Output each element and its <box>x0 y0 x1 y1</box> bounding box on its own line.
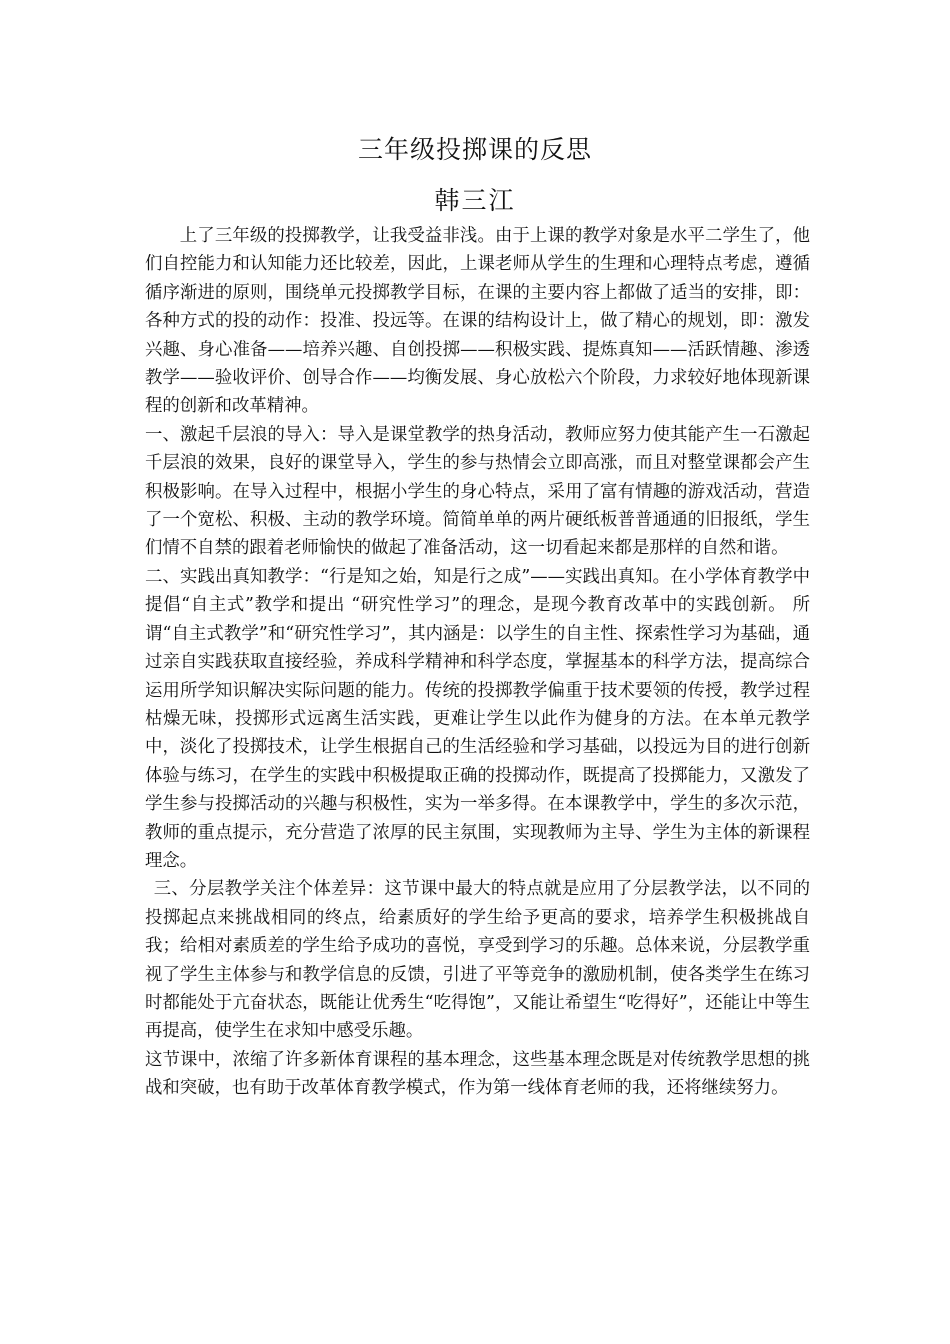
paragraph-section-1: 一、激起千层浪的导入：导入是课堂教学的热身活动，教师应努力使其能产生一石激起千层浪的效果，良好的课堂导入，学生的参与热情会立即高涨，而且对整堂课都会产生积极影响。在导入过程中，根据小学生的身心特点，采用了富有情趣的游戏活动，营造了一个宽松、积极、主动的教学环境。简简单单的两片硬纸板普普通通的旧报纸，学生们情不自禁的跟着老师愉快的做起了准备活动，这一切看起来都是那样的自然和谐。 <box>145 424 810 559</box>
paragraph-section-3: 三、分层教学关注个体差异：这节课中最大的特点就是应用了分层教学法，以不同的投掷起点来挑战相同的终点，给素质好的学生给予更高的要求，培养学生积极挑战自我；给相对素质差的学生给予成功的喜悦，享受到学习的乐趣。总体来说，分层教学重视了学生主体参与和教学信息的反馈，引进了平等竞争的激励机制，使各类学生在练习时都能处于亢奋状态，既能让优秀生“吃得饱”，又能让希望生“吃得好”，还能让中等生再提高，使学生在求知中感受乐趣。 <box>145 879 810 1042</box>
paragraph-section-2: 二、实践出真知教学：“行是知之始，知是行之成”——实践出真知。在小学体育教学中提倡“自主式”教学和提出 “研究性学习”的理念，是现今教育改革中的实践创新。 所谓“自主式教学”和“研究性学习”，其内涵是：以学生的自主性、探索性学习为基础，通过亲自实践获取直接经验，养成科学精神和科学态度，掌握基本的科学方法，提高综合运用所学知识解决实际问题的能力。传统的投掷教学偏重于技术要领的传授，教学过程枯燥无味，投掷形式远离生活实践，更难让学生以此作为健身的方法。在本单元教学中，淡化了投掷技术，让学生根据自己的生活经验和学习基础，以投远为目的进行创新体验与练习，在学生的实践中积极提取正确的投掷动作，既提高了投掷能力，又激发了学生参与投掷活动的兴趣与积极性，实为一举多得。在本课教学中，学生的多次示范，教师的重点提示，充分营造了浓厚的民主氛围，实现教师为主导、学生为主体的新课程理念。 <box>145 566 810 871</box>
paragraph-conclusion: 这节课中，浓缩了许多新体育课程的基本理念，这些基本理念既是对传统教学思想的挑战和突破，也有助于改革体育教学模式，作为第一线体育老师的我，还将继续努力。 <box>145 1049 810 1099</box>
paragraph-intro: 上了三年级的投掷教学，让我受益非浅。由于上课的教学对象是水平二学生了，他们自控能力和认知能力还比较差，因此，上课老师从学生的生理和心理特点考虑，遵循循序渐进的原则，围绕单元投掷教学目标，在课的主要内容上都做了适当的安排，即：各种方式的投的动作：投准、投远等。在课的结构设计上，做了精心的规划，即：激发兴趣、身心准备——培养兴趣、自创投掷——积极实践、提炼真知——活跃情趣、渗透教学——验收评价、创导合作——均衡发展、身心放松六个阶段，力求较好地体现新课程的创新和改革精神。 <box>145 226 810 417</box>
document-title: 三年级投掷课的反思 <box>357 135 592 164</box>
document-author: 韩三江 <box>434 186 516 215</box>
document-body <box>145 222 810 1103</box>
